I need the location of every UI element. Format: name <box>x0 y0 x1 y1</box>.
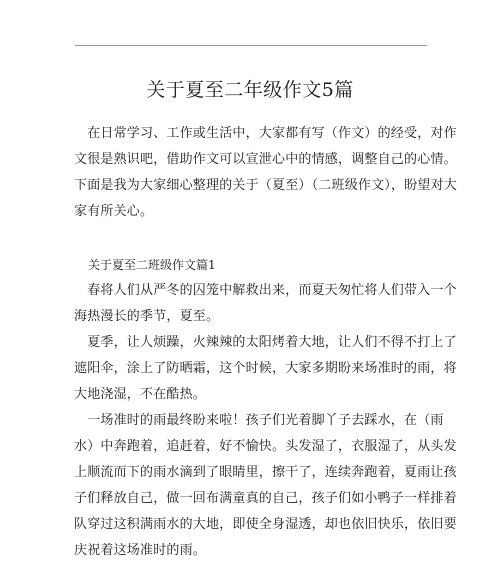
paragraph-line: 队穿过这积满雨水的大地，即使全身湿透，却也依旧快乐，依旧要 <box>74 517 457 532</box>
document-title: 关于夏至二年级作文5篇 <box>146 79 354 101</box>
paragraph-line: 遮阳伞，涂上了防晒霜，这个时候，大家多期盼来场准时的雨，将 <box>74 361 457 376</box>
body-paragraph-3 <box>74 408 457 564</box>
body-paragraph-1 <box>74 278 457 330</box>
intro-line: 家有所关心。 <box>74 204 154 219</box>
paragraph-line: 夏季，让人烦躁，火辣辣的太阳烤着大地，让人们不得不打上了 <box>74 335 457 350</box>
paragraph-line: 水）中奔跑着，追赶着，好不愉快。头发湿了，衣服湿了，从头发 <box>74 439 457 454</box>
section-heading: 关于夏至二班级作文篇1 <box>88 258 216 272</box>
paragraph-line: 子们释放自己，做一回布满童真的自己，孩子们如小鸭子一样排着 <box>74 491 457 506</box>
paragraph-line: 海热漫长的季节，夏至。 <box>74 309 220 324</box>
top-divider <box>75 45 427 46</box>
body-paragraph-2 <box>74 330 457 408</box>
paragraph-line: 庆祝着这场准时的雨。 <box>74 543 207 558</box>
paragraph-line: 一场准时的雨最终盼来啦！孩子们光着脚丫子去踩水，在（雨 <box>74 413 444 428</box>
intro-line: 文很是熟识吧，借助作文可以宣泄心中的情感，调整自己的心情。 <box>74 152 457 167</box>
intro-line: 在日常学习、工作或生活中，大家都有写（作文）的经受，对作 <box>74 126 457 141</box>
paragraph-line: 上顺流而下的雨水滴到了眼睛里，擦干了，连续奔跑着，夏雨让孩 <box>74 465 457 480</box>
intro-line: 下面是我为大家细心整理的关于（夏至）（二班级作文），盼望对大 <box>74 178 458 193</box>
paragraph-line: 大地浇湿，不在酷热。 <box>74 387 207 402</box>
paragraph-line: 春将人们从严冬的囚笼中解救出来，而夏天匆忙将人们带入一个 <box>74 283 457 298</box>
intro-paragraph <box>74 121 458 225</box>
